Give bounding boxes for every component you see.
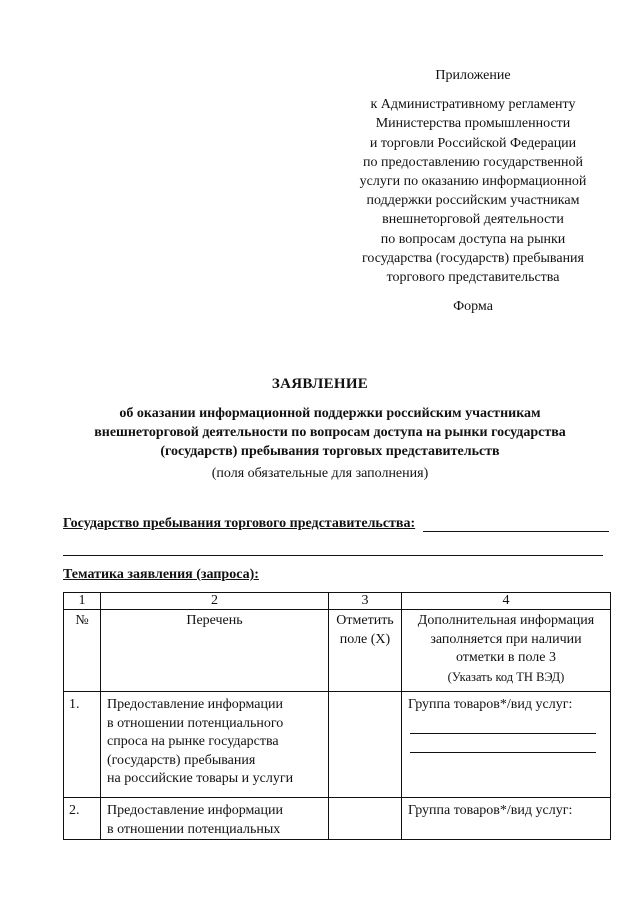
header-extra-line: Дополнительная информация [417,613,595,628]
appendix-line: по предоставлению государственной [362,154,584,170]
header-extra [402,610,611,692]
header-mark [329,610,402,692]
state-input-line-2[interactable] [63,555,603,556]
appendix-line: по вопросам доступа на рынки [380,231,566,247]
appendix-line: Министерства промышленности [375,116,571,132]
appendix-line: поддержки российским участникам [366,193,580,209]
row-extra-input-line[interactable] [410,734,596,753]
row-service [101,798,329,840]
row-service-line: в отношении потенциального [107,715,284,731]
header-list [101,610,329,692]
row-service-line: в отношении потенциальных [107,821,281,837]
state-field-label: Государство пребывания торгового представительства: [63,516,416,531]
column-number-row [64,593,611,610]
appendix-line: государства (государств) пребывания [362,250,584,266]
row-service-line: на российские товары и услуги [107,771,294,786]
column-number: 4 [402,593,611,610]
row-extra-input-line[interactable] [410,715,596,734]
header-mark-line: Отметить [336,613,394,628]
row-service-line: Предоставление информации [107,697,283,712]
header-mark-line: поле (Х) [339,631,391,647]
row-service-line: спроса на рынке государства [107,734,279,749]
appendix-block [340,66,606,316]
appendix-line: и торговли Российской Федерации [369,135,577,151]
header-extra-hint: (Указать код ТН ВЭД) [447,669,565,684]
subtitle-line: об оказании информационной поддержки российским участникам [119,406,541,421]
row-service-line: Предоставление информации [107,803,283,818]
row-extra [402,798,611,840]
header-number-text: № [75,613,89,628]
header-extra-line: заполняется при наличии [430,631,582,647]
column-number: 2 [101,593,329,610]
subtitle-line: (государств) пребывания торговых представительств [160,444,500,459]
statement-title: ЗАЯВЛЕНИЕ [271,376,369,392]
appendix-heading: Приложение [435,68,511,83]
header-list-text: Перечень [186,613,243,628]
row-mark-cell[interactable] [329,798,402,840]
appendix-line: услуги по оказанию информационной [359,174,587,190]
row-mark-cell[interactable] [329,692,402,798]
row-number: 1. [64,692,101,798]
topic-label: Тематика заявления (запроса): [63,567,259,582]
form-label: Форма [453,299,493,315]
appendix-line: к Административному регламенту [370,97,576,113]
header-row [64,610,611,692]
column-number: 3 [329,593,402,610]
appendix-line: торгового представительства [386,270,560,286]
row-extra-label: Группа товаров*/вид услуг: [408,803,573,818]
state-input-line[interactable] [423,516,609,532]
table-row [64,798,611,840]
subtitle-line: внешнеторговой деятельности по вопросам доступа на рынки государства [94,425,566,440]
row-extra-label: Группа товаров*/вид услуг: [408,697,573,712]
required-fields-note: (поля обязательные для заполнения) [211,466,429,481]
table-row [64,692,611,798]
state-field-row [63,516,609,532]
statement-subtitle [70,404,590,461]
row-number: 2. [64,798,101,840]
header-number [64,610,101,692]
row-service-line: (государств) пребывания [107,752,256,768]
appendix-line: внешнеторговой деятельности [382,212,564,228]
row-service [101,692,329,798]
header-extra-line: отметки в поле 3 [455,650,557,665]
column-number: 1 [64,593,101,610]
row-extra [402,692,611,798]
topics-table [63,592,611,840]
